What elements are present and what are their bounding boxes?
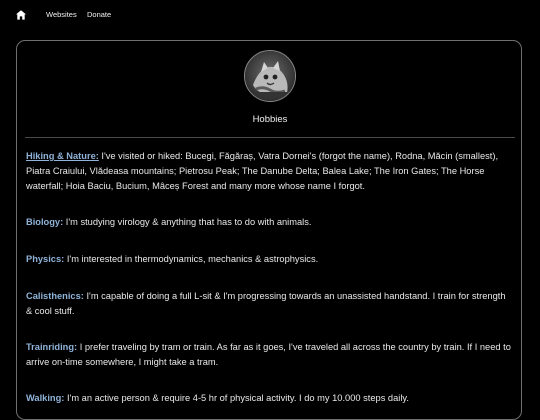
- profile-avatar: [244, 50, 296, 102]
- calisthenics-label: Calisthenics:: [26, 291, 84, 301]
- nav-donate-link[interactable]: Donate: [87, 10, 112, 19]
- section-biology: [26, 215, 514, 230]
- section-hiking: [26, 149, 514, 194]
- profile-photo-icon: [245, 51, 295, 101]
- section-calisthenics: [26, 289, 514, 319]
- walking-label: Walking:: [26, 393, 65, 403]
- hobbies-card: [16, 40, 522, 420]
- page-title: Hobbies: [252, 114, 288, 125]
- calisthenics-text: I'm capable of doing a full L-sit & I'm progressing towards an unassisted handstand. I train for strength & cool stuff.: [26, 291, 506, 316]
- divider: [25, 137, 515, 138]
- nav-websites-link[interactable]: Websites: [46, 10, 77, 19]
- biology-label: Biology:: [26, 217, 64, 227]
- trainriding-text: I prefer traveling by tram or train. As far as it goes, I've traveled all across the country by train. If I need to arrive on-time somewhere, I might take a tram.: [26, 342, 511, 367]
- hiking-nature-link[interactable]: Hiking & Nature:: [26, 151, 99, 161]
- physics-label: Physics:: [26, 254, 65, 264]
- section-walking: [26, 391, 514, 406]
- section-physics: [26, 252, 514, 267]
- biology-text: I'm studying virology & anything that has to do with animals.: [63, 217, 312, 227]
- hiking-text: I've visited or hiked: Bucegi, Făgăraș, Vatra Dornei's (forgot the name), Rodna, Măcin (smallest), Piatra Craiului, Vlădeasa mountains; Pietrosu Peak; The Danube Delta; Balea Lake; The Iron Gates; The Horse waterfall; Hoia Baciu, Bucium, Mâceș Forest and many more whose name I forgot.: [26, 151, 499, 191]
- walking-text: I'm an active person & require 4-5 hr of physical activity. I do my 10.000 steps daily.: [64, 393, 409, 403]
- section-trainriding: [26, 340, 514, 370]
- physics-text: I'm interested in thermodynamics, mechanics & astrophysics.: [64, 254, 319, 264]
- trainriding-label: Trainriding:: [26, 342, 78, 352]
- home-icon[interactable]: [15, 9, 27, 21]
- top-navigation: [0, 0, 540, 32]
